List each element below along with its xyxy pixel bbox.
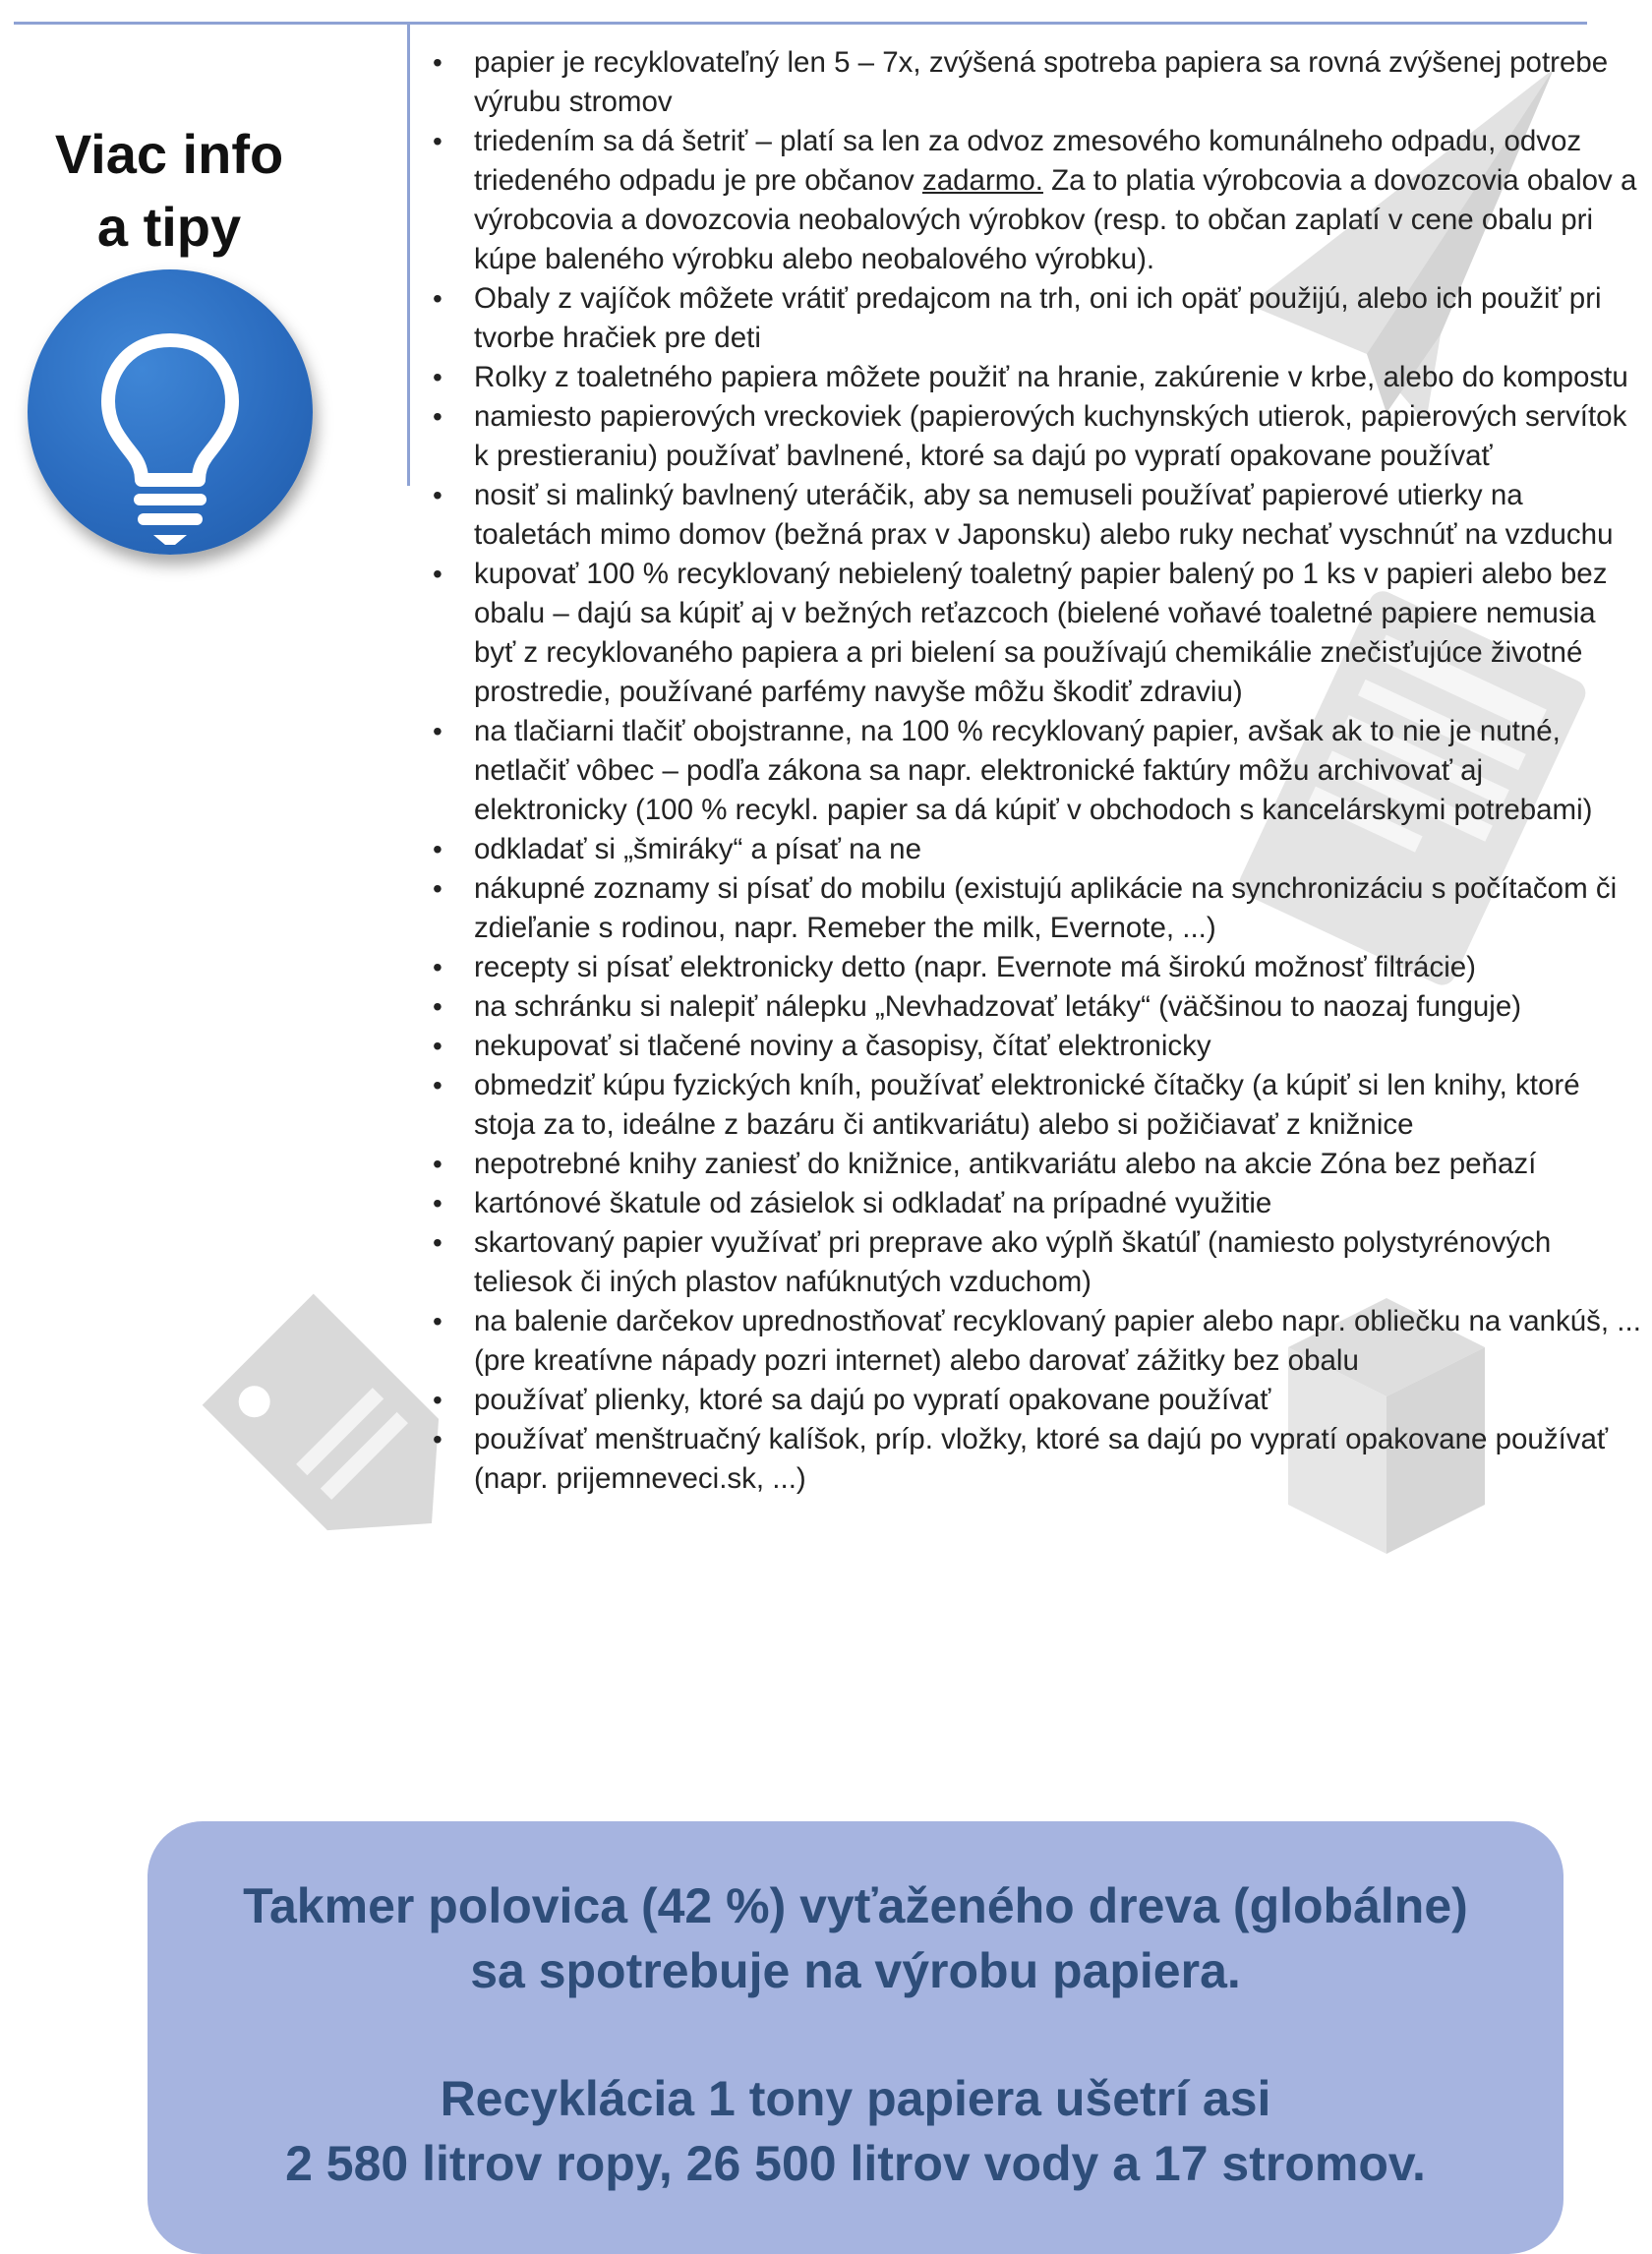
sidebar-title-line1: Viac info: [54, 123, 284, 185]
list-item: • Obaly z vajíčok môžete vrátiť predajcom na trh, oni ich opäť použijú, alebo ich použiť pri tvorbe hračiek pre deti: [433, 279, 1642, 358]
list-item: • používať menštruačný kalíšok, príp. vložky, ktoré sa dajú po vypratí opakovane používať (napr. prijemneveci.sk, ...): [433, 1420, 1642, 1499]
list-item-text: Za to platia výrobcovia a dovozcovia obalov a výrobcovia a dovozcovia neobalových výrobkov (resp. to občan zaplatí v cene obalu pri kúpe baleného výrobku alebo neobalového výrobku).: [474, 164, 1637, 275]
list-item: • recepty si písať elektronicky detto (napr. Evernote má širokú možnosť filtrácie): [433, 948, 1642, 987]
sidebar-divider: [407, 22, 410, 486]
fact-line-2: sa spotrebuje na výrobu papiera.: [470, 1943, 1241, 1998]
list-item: • skartovaný papier využívať pri preprave ako výplň škatúľ (namiesto polystyrénových teliesok či iných plastov nafúknutých vzduchom): [433, 1223, 1642, 1302]
list-item: • kartónové škatule od zásielok si odkladať na prípadné využitie: [433, 1184, 1642, 1223]
sidebar-title-line2: a tipy: [96, 196, 242, 258]
lightbulb-icon: [28, 269, 313, 555]
list-item: • nákupné zoznamy si písať do mobilu (existujú aplikácie na synchronizáciu s počítačom či zdieľanie s rodinou, napr. Remeber the milk, Evernote, ...): [433, 869, 1642, 948]
list-item: • namiesto papierových vreckoviek (papierových kuchynských utierok, papierových servítok k prestieraniu) používať bavlnené, ktoré sa dajú po vypratí opakovane používať: [433, 397, 1642, 476]
fact-line-4: 2 580 litrov ropy, 26 500 litrov vody a 17 stromov.: [285, 2136, 1426, 2191]
list-item: • používať plienky, ktoré sa dajú po vypratí opakovane používať: [433, 1381, 1642, 1420]
list-item: [433, 122, 1642, 279]
lightbulb-badge: [28, 269, 313, 555]
list-item-text: triedením sa dá šetriť – platí sa len za odvoz zmesového komunálneho odpadu, odvoz triedeného odpadu je pre občanov: [474, 125, 1582, 197]
list-item: • nepotrebné knihy zaniesť do knižnice, antikvariátu alebo na akcie Zóna bez peňazí: [433, 1145, 1642, 1184]
fact-line-1: Takmer polovica (42 %) vyťaženého dreva (globálne): [243, 1878, 1468, 1933]
list-item: • na balenie darčekov uprednostňovať recyklovaný papier alebo napr. obliečku na vankúš, ... (pre kreatívne nápady pozri internet) alebo darovať zážitky bez obalu: [433, 1302, 1642, 1381]
fact-line-3: Recyklácia 1 tony papiera ušetrí asi: [440, 2071, 1271, 2126]
list-item: • nosiť si malinký bavlnený uteráčik, aby sa nemuseli používať papierové utierky na toaletách mimo domov (bežná prax v Japonsku) alebo ruky nechať vyschnúť na vzduchu: [433, 476, 1642, 555]
list-item: • na tlačiarni tlačiť obojstranne, na 100 % recyklovaný papier, avšak ak to nie je nutné, netlačiť vôbec – podľa zákona sa napr. elektronické faktúry môžu archivovať aj elektronicky (100 % recykl. papier sa dá kúpiť v obchodoch s kancelárskymi potrebami): [433, 712, 1642, 830]
list-item: • na schránku si nalepiť nálepku „Nevhadzovať letáky“ (väčšinou to naozaj funguje): [433, 987, 1642, 1027]
list-item: • odkladať si „šmiráky“ a písať na ne: [433, 830, 1642, 869]
list-item: • kupovať 100 % recyklovaný nebielený toaletný papier balený po 1 ks v papieri alebo bez obalu – dajú sa kúpiť aj v bežných reťazcoch (bielené voňavé toaletné papiere nemusia byť z recyklovaného papiera a pri bielení sa používajú chemikálie znečisťujúce životné prostredie, používané parfémy navyše môžu škodiť zdraviu): [433, 555, 1642, 712]
list-item: • nekupovať si tlačené noviny a časopisy, čítať elektronicky: [433, 1027, 1642, 1066]
fact-box: [148, 1821, 1564, 2254]
underlined-word: zadarmo.: [921, 164, 1043, 197]
tips-list: [433, 43, 1642, 1499]
list-item: • obmedziť kúpu fyzických kníh, používať elektronické čítačky (a kúpiť si len knihy, ktoré stoja za to, ideálne z bazáru či antikvariátu) alebo si požičiavať z knižnice: [433, 1066, 1642, 1145]
list-item: • Rolky z toaletného papiera môžete použiť na hranie, zakúrenie v krbe, alebo do kompostu: [433, 358, 1642, 397]
top-divider: [14, 22, 1587, 25]
list-item: • papier je recyklovateľný len 5 – 7x, zvýšená spotreba papiera sa rovná zvýšenej potrebe výrubu stromov: [433, 43, 1642, 122]
sidebar-title: [0, 118, 338, 264]
